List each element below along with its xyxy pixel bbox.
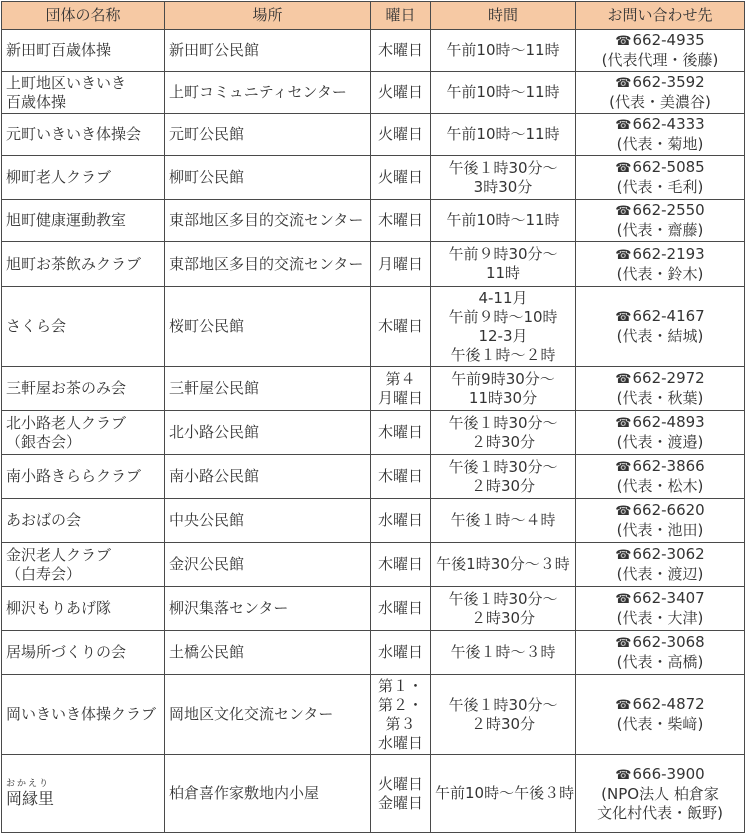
phone-number (580, 545, 740, 565)
table-row (2, 367, 745, 411)
table-row (2, 499, 745, 543)
phone-number-text: 662-4872 (632, 695, 705, 713)
phone-number (580, 501, 740, 521)
place-cell: 桜町公民館 (165, 287, 371, 367)
table-row (2, 156, 745, 200)
day-cell (371, 675, 431, 755)
group-name-cell (2, 675, 165, 755)
representative: (代表・渡邉) (616, 433, 704, 451)
header-group-name: 団体の名称 (2, 2, 165, 30)
day-cell (371, 156, 431, 200)
group-name-line: 北小路老人クラブ (6, 413, 127, 432)
phone-number-text: 662-6620 (632, 501, 705, 519)
phone-icon (615, 201, 632, 219)
time-line: ２時30分 (470, 432, 536, 451)
time-line: 午後1時30分～３時 (436, 555, 570, 573)
phone-number (580, 369, 740, 389)
day-line: 月曜日 (377, 388, 423, 407)
contact-cell (576, 242, 745, 287)
time-line: 3時30分 (473, 177, 533, 196)
group-name-cell (2, 587, 165, 631)
phone-number (580, 245, 740, 265)
time-line: 午前10時～午後３時 (435, 784, 575, 802)
table-row (2, 455, 745, 499)
header-row (2, 2, 745, 30)
representative: (代表・鈴木) (616, 264, 704, 283)
phone-icon (615, 413, 632, 431)
time-line: ２時30分 (470, 476, 536, 495)
group-name-line: 旭町お茶飲みクラブ (6, 254, 142, 273)
group-name-line: 南小路きららクラブ (6, 467, 142, 485)
time-line: 11時 (485, 264, 521, 282)
representative: (代表・大津) (616, 609, 704, 627)
group-name-ruby: おかえり (6, 779, 51, 789)
place-cell: 新田町公民館 (165, 30, 371, 72)
group-name-cell (2, 287, 165, 367)
representative: (代表・菊地) (616, 135, 704, 153)
table-body (2, 30, 745, 833)
phone-icon (615, 115, 632, 133)
group-name-line: 岡縁里 (6, 789, 55, 808)
day-line: 第４ (385, 369, 416, 388)
contact-cell (576, 114, 745, 156)
phone-icon (615, 457, 632, 475)
representative: (代表・池田) (616, 521, 704, 539)
time-line: 午後１時～２時 (450, 345, 556, 364)
day-cell (371, 367, 431, 411)
time-line: ２時30分 (470, 608, 536, 627)
place-cell: 上町コミュニティセンター (165, 72, 371, 114)
representative: (代表・渡辺) (616, 565, 704, 583)
day-cell (371, 114, 431, 156)
phone-icon (615, 545, 632, 563)
time-cell (431, 675, 576, 755)
phone-icon (615, 245, 632, 263)
phone-number-text: 662-4167 (632, 307, 705, 325)
time-cell (431, 367, 576, 411)
contact-cell (576, 200, 745, 242)
place-cell: 中央公民館 (165, 499, 371, 543)
contact-cell (576, 587, 745, 631)
place-cell: 岡地区文化交流センター (165, 675, 371, 755)
phone-number (580, 589, 740, 609)
time-line: 午前９時～10時 (448, 307, 558, 326)
time-line: 午後１時30分～ (448, 589, 558, 608)
time-cell (431, 755, 576, 833)
phone-icon (615, 307, 632, 325)
day-line: 木曜日 (377, 423, 423, 441)
time-line: 午後１時30分～ (448, 158, 558, 177)
phone-number-text: 662-3062 (632, 545, 705, 563)
phone-number (580, 201, 740, 221)
table-row (2, 287, 745, 367)
day-line: 水曜日 (377, 643, 423, 661)
group-name-cell (2, 755, 165, 833)
day-line: 火曜日 (377, 774, 423, 793)
group-name-line: さくら会 (6, 317, 67, 335)
day-cell (371, 587, 431, 631)
time-cell (431, 587, 576, 631)
phone-number-text: 662-3068 (632, 633, 705, 651)
time-cell (431, 242, 576, 287)
place-cell: 金沢公民館 (165, 543, 371, 587)
group-name-cell (2, 499, 165, 543)
day-line: 第３ (385, 714, 416, 733)
table-row (2, 242, 745, 287)
day-cell (371, 543, 431, 587)
day-line: 木曜日 (377, 317, 423, 335)
phone-icon (615, 589, 632, 607)
phone-number (580, 695, 740, 715)
day-line: 金曜日 (377, 793, 423, 812)
table-row (2, 631, 745, 675)
group-name-line: 居場所づくりの会 (6, 643, 127, 661)
phone-number (580, 633, 740, 653)
table-row (2, 200, 745, 242)
day-line: 木曜日 (377, 41, 423, 59)
phone-icon (615, 31, 632, 49)
group-name-cell (2, 242, 165, 287)
group-name-line: 柳町老人クラブ (6, 168, 112, 186)
day-cell (371, 499, 431, 543)
time-cell (431, 114, 576, 156)
group-schedule-table (1, 1, 745, 833)
day-line: 木曜日 (377, 467, 423, 485)
phone-number-text: 662-2193 (632, 244, 705, 263)
phone-number-text: 666-3900 (632, 764, 705, 783)
group-name-line: 三軒屋お茶のみ会 (6, 379, 127, 397)
group-name-line: 新田町百歳体操 (6, 41, 112, 59)
time-line: 午前９時30分～ (448, 245, 558, 263)
time-cell (431, 411, 576, 455)
representative: (代表・美濃谷) (609, 93, 711, 111)
day-cell (371, 242, 431, 287)
group-name-cell (2, 114, 165, 156)
phone-icon (615, 73, 632, 91)
phone-number-text: 662-2972 (632, 369, 705, 387)
representative: (代表代理・後藤) (601, 51, 719, 69)
contact-cell (576, 631, 745, 675)
phone-number (580, 73, 740, 93)
place-cell: 東部地区多目的交流センター (165, 200, 371, 242)
time-line: 午後１時30分～ (448, 413, 558, 432)
time-line: 午前10時～11時 (446, 211, 560, 229)
group-name-line: あおばの会 (6, 511, 82, 529)
table-row (2, 411, 745, 455)
contact-cell (576, 455, 745, 499)
phone-number-text: 662-5085 (632, 158, 705, 176)
day-line: 火曜日 (377, 83, 423, 101)
time-cell (431, 30, 576, 72)
phone-icon (615, 369, 632, 387)
contact-cell (576, 367, 745, 411)
phone-icon (615, 765, 632, 783)
table-row (2, 587, 745, 631)
day-cell (371, 455, 431, 499)
contact-cell (576, 287, 745, 367)
time-cell (431, 156, 576, 200)
time-cell (431, 499, 576, 543)
phone-icon (615, 501, 632, 519)
time-line: 11時30分 (468, 388, 538, 407)
place-cell: 土橋公民館 (165, 631, 371, 675)
phone-number (580, 413, 740, 433)
representative: (代表・柴﨑) (616, 715, 704, 733)
phone-number (580, 765, 740, 785)
contact-cell (576, 156, 745, 200)
phone-icon (615, 695, 632, 713)
header-time: 時間 (431, 2, 576, 30)
phone-number-text: 662-4935 (632, 31, 705, 49)
place-cell: 北小路公民館 (165, 411, 371, 455)
time-line: 午前9時30分～ (451, 369, 555, 388)
phone-icon (615, 158, 632, 176)
table-row (2, 72, 745, 114)
representative: (代表・高橋) (616, 653, 704, 671)
day-cell (371, 755, 431, 833)
group-name-cell (2, 156, 165, 200)
day-line: 木曜日 (377, 555, 423, 573)
day-line: 水曜日 (377, 733, 423, 752)
schedule-table-wrapper (1, 1, 745, 833)
header-place: 場所 (165, 2, 371, 30)
place-cell: 東部地区多目的交流センター (165, 242, 371, 287)
group-name-line: （銀杏会） (6, 432, 82, 451)
header-day: 曜日 (371, 2, 431, 30)
representative: (代表・齋藤) (616, 221, 704, 239)
header-contact: お問い合わせ先 (576, 2, 745, 30)
day-line: 水曜日 (377, 599, 423, 617)
group-name-line: 柳沢もりあげ隊 (6, 599, 112, 617)
place-cell: 柏倉喜作家敷地内小屋 (165, 755, 371, 833)
representative: (代表・秋葉) (616, 389, 704, 407)
group-name-cell (2, 631, 165, 675)
table-row (2, 114, 745, 156)
group-name-cell (2, 543, 165, 587)
representative: (代表・松木) (616, 477, 704, 495)
phone-number-text: 662-3592 (632, 73, 705, 91)
time-line: 午後１時30分～ (448, 457, 558, 476)
time-line: 午後１時～３時 (450, 643, 556, 661)
group-name-cell (2, 30, 165, 72)
group-name-cell (2, 72, 165, 114)
contact-cell (576, 30, 745, 72)
phone-number-text: 662-3407 (632, 589, 705, 607)
day-cell (371, 72, 431, 114)
contact-cell (576, 755, 745, 833)
phone-number-text: 662-3866 (632, 457, 705, 475)
time-cell (431, 543, 576, 587)
phone-number (580, 307, 740, 327)
day-line: 第１・ (377, 676, 423, 695)
day-cell (371, 411, 431, 455)
table-row (2, 30, 745, 72)
phone-number (580, 115, 740, 135)
day-cell (371, 30, 431, 72)
group-name-line: 金沢老人クラブ (6, 545, 112, 564)
day-cell (371, 200, 431, 242)
time-line: 12-3月 (478, 326, 528, 345)
table-row (2, 755, 745, 833)
representative: (代表・毛利) (616, 178, 704, 196)
phone-number-text: 662-4893 (632, 413, 705, 431)
phone-number (580, 457, 740, 477)
day-line: 火曜日 (377, 125, 423, 143)
time-line: 4-11月 (478, 288, 528, 307)
group-name-cell (2, 455, 165, 499)
phone-icon (615, 633, 632, 651)
contact-cell (576, 675, 745, 755)
group-name-cell (2, 411, 165, 455)
place-cell: 柳町公民館 (165, 156, 371, 200)
day-line: 火曜日 (377, 168, 423, 186)
representative-line2: 文化村代表・飯野) (597, 803, 723, 822)
contact-cell (576, 543, 745, 587)
group-name-line: 旭町健康運動教室 (6, 211, 127, 229)
time-cell (431, 287, 576, 367)
group-name-line: 岡いきいき体操クラブ (6, 705, 157, 723)
table-row (2, 675, 745, 755)
table-row (2, 543, 745, 587)
group-name-cell (2, 367, 165, 411)
contact-cell (576, 411, 745, 455)
time-cell (431, 455, 576, 499)
place-cell: 柳沢集落センター (165, 587, 371, 631)
time-line: 午前10時～11時 (446, 83, 560, 101)
day-line: 木曜日 (377, 211, 423, 229)
day-line: 水曜日 (377, 511, 423, 529)
group-name-line: （白寿会） (6, 564, 82, 583)
contact-cell (576, 499, 745, 543)
time-line: 午後１時30分～ (448, 695, 558, 714)
phone-number (580, 31, 740, 51)
time-line: ２時30分 (470, 714, 536, 733)
time-line: 午前10時～11時 (446, 125, 560, 143)
time-cell (431, 631, 576, 675)
group-name-cell (2, 200, 165, 242)
place-cell: 元町公民館 (165, 114, 371, 156)
day-line: 第２・ (377, 695, 423, 714)
time-line: 午後１時～４時 (450, 511, 556, 529)
day-cell (371, 631, 431, 675)
phone-number (580, 158, 740, 178)
day-cell (371, 287, 431, 367)
time-cell (431, 72, 576, 114)
place-cell: 南小路公民館 (165, 455, 371, 499)
representative: (NPO法人 柏倉家 (601, 784, 719, 803)
place-cell: 三軒屋公民館 (165, 367, 371, 411)
group-name-line: 元町いきいき体操会 (6, 125, 142, 143)
contact-cell (576, 72, 745, 114)
phone-number-text: 662-2550 (632, 201, 705, 219)
phone-number-text: 662-4333 (632, 115, 705, 133)
day-line: 月曜日 (377, 254, 423, 273)
group-name-line: 上町地区いきいき (6, 73, 127, 92)
time-cell (431, 200, 576, 242)
time-line: 午前10時～11時 (446, 41, 560, 59)
representative: (代表・結城) (616, 327, 704, 345)
group-name-line: 百歳体操 (6, 92, 67, 111)
